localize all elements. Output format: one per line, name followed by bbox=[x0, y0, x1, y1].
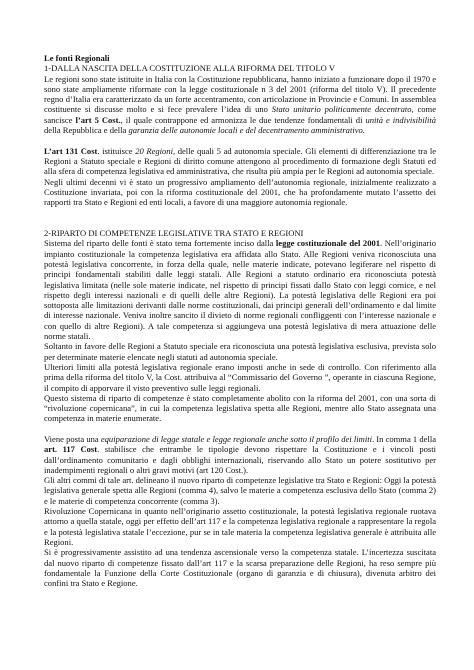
paragraph-spacer bbox=[44, 135, 436, 145]
text-run: . In comma 1 della bbox=[371, 433, 437, 444]
section1-heading: 1-DALLA NASCITA DELLA COSTITUZIONE ALLA RIFORMA DEL TITOLO V bbox=[44, 63, 336, 74]
section1-paragraph-3 bbox=[44, 177, 436, 208]
document-title: Le fonti Regionali bbox=[44, 53, 110, 63]
text-run: . stabilisce che entrambe le tipologie devono rispettare la Costituzione e i vincoli posti dall’ordinamento comunitario e dagli obblighi internazionali, riservando allo Stato un potere sostitutivo per inadempimenti regionali o altri gravi motivi (art 120 Cost.). bbox=[44, 444, 436, 475]
paragraph-spacer bbox=[44, 424, 436, 434]
text-run: , come sancisce bbox=[44, 104, 436, 125]
section2-paragraph-4 bbox=[44, 393, 436, 424]
section2-heading: 2-RIPARTO DI COMPETENZE LEGISLATIVE TRA STATO E REGIONI bbox=[44, 228, 304, 239]
section2-paragraph-3 bbox=[44, 362, 436, 393]
italic-text: Stato unitario politicamente decentrato bbox=[271, 104, 412, 115]
text-run: , delle quali 5 ad autonomia speciale. Gli elementi di differenziazione tra le Regioni a Statuto speciale e Regioni di diritto comune attengono al procedimento di formazione degli Statuti ed alla sfera di competenza legislativa ed amministrativa, che risulta più ampia per le Regioni ad autonomia speciale. bbox=[44, 145, 436, 177]
section2-paragraph-6 bbox=[44, 475, 436, 506]
italic-text: equiparazione di legge statale e legge regionale anche sotto il profilo dei limiti bbox=[100, 433, 372, 444]
bold-text: legge costituzionale del 2001 bbox=[275, 238, 381, 249]
text-run: Rivoluzione Copernicana in quanto nell’originario assetto costituzionale, la potestà legislativa regionale ruotava attorno a quella statale, oggi per effetto dell’art 117 e la competenza legislativa regionale a rappresentare la regola e la potestà legislativa statale l’eccezione, pur se in tale materia la competenza legislativa generale è attribuita alle Regioni. bbox=[44, 506, 436, 547]
section2-paragraph-2 bbox=[44, 341, 436, 362]
section1-paragraph-1 bbox=[44, 74, 436, 136]
bold-text: art. 117 Cost bbox=[44, 444, 98, 455]
text-run: Soltanto in favore delle Regioni a Statuto speciale era riconosciuta una potestà legislativa esclusiva, prevista solo per determinate materie elencate negli statuti ad autonomia speciale. bbox=[44, 341, 436, 362]
text-run: Le regioni sono state istituite in Italia con la Costituzione repubblicana, hanno iniziato a funzionare dopo il 1970 e sono state ampliamente riformate con la legge costituzionale n 3 del 2001 (riforma del titolo V). Il precedente regno d’Italia era caratterizzato da un forte accentramento, con articolazione in Provincie e Comuni. In assemblea costituente si discusse molto e si fece prevalere l’idea di uno bbox=[44, 73, 436, 115]
section2-paragraph-5 bbox=[44, 434, 436, 475]
text-run: Questo sistema di riparto di competenze è stato completamente abolito con la riforma del 2001, con una sorta di “rivoluzione copernicana”, in cui la competenza legislativa spetta alle Regioni, mentre allo Stato assegnata una competenza in materie enumerate. bbox=[44, 392, 436, 424]
bold-text: L’art 131 Cost bbox=[44, 145, 98, 156]
section2-paragraph-7 bbox=[44, 506, 436, 547]
text-run: . Nell’originario impianto costituzionale la competenza legislativa era affidata allo Stato. Alle Regioni veniva riconosciuta una potestà legislativa concorrente, in forza della quale, nelle materie indicate, potevano legiferare nel rispetto di principi fondamentali stabiliti dalle leggi statali. Alle Regioni a statuto ordinario era riconosciuta potestà legislativa limitata (nelle sole materie indicate, nel rispetto di principi fissati dallo Stato con leggi cornice, e nel rispetto degli interessi nazionali e di quelli delle altre Regioni). La potestà legislativa delle Regioni era poi sottoposta alle limitazioni derivanti dalle norme costituzionali, dai principi generali dell’ordinamento e dal limite di interesse nazionale. Veniva inoltre sancito il divieto di norme regionali confliggenti con l’interesse nazionale e con quello di altre Regioni). A tale competenza si aggiungeva una potestà legislativa di mera attuazione delle norme statali. bbox=[44, 238, 436, 342]
text-run: Sistema del riparto delle fonti è stato tema fortemente inciso dalla bbox=[44, 238, 276, 249]
bold-text: l’art 5 Cost. bbox=[75, 114, 121, 125]
text-run: della Repubblica e della bbox=[44, 125, 129, 136]
section1-paragraph-2 bbox=[44, 146, 436, 177]
section2-paragraph-8 bbox=[44, 547, 436, 588]
text-run: Gli altri commi di tale art. delineano il nuovo riparto di competenze legislative tra Stato e Regioni: Oggi la potestà legislativa generale spetta alle Regioni (comma 4), salvo le materie a competenza esclusiva dello Stato (comma 2) e le materie di competenza concorrente (comma 3). bbox=[44, 475, 436, 506]
section2-paragraph-1 bbox=[44, 238, 436, 341]
text-run: . istituisce bbox=[97, 145, 136, 156]
text-run: Negli ultimi decenni vi è stato un progressivo ampliamento dell’autonomia regionale, inizialmente realizzato a Costituzione invariata, poi con la riforma costituzionale del 2001, che ha profondamente mutato l’assetto dei rapporti tra Stato e Regioni ed enti locali, a favore di una maggiore autonomia regionale. bbox=[44, 176, 436, 208]
text-run: , il quale contrappone ed armonizza le due tendenze fondamentali di bbox=[120, 114, 366, 125]
text-run: Ulteriori limiti alla potestà legislativa regionale erano imposti anche in sede di controllo. Con riferimento alla prima della riforma del titolo V, la Cost. attribuiva al “Commissario del Governo ”, operante in ciascuna Regione, il compito di apporvare il visto preventivo sulle leggi regionali. bbox=[44, 361, 436, 393]
italic-text: garanzia delle autonomie locali e del decentramento amministrativo. bbox=[128, 125, 365, 136]
section-spacer bbox=[44, 207, 436, 228]
text-run: Si è progressivamente assistito ad una tendenza ascensionale verso la competenza statale. L’incertezza suscitata dal nuovo riparto di competenze fissato dall’art 117 e la scarsa preparazione delle Regioni, ha reso sempre più fondamentale la Funzione della Corte Costituzionale (organo di garanzia e di chiusura), divenuta arbitro dei confini tra Stato e Regione. bbox=[44, 547, 436, 589]
italic-text: 20 Regioni bbox=[135, 145, 173, 156]
text-run: Viene posta una bbox=[44, 433, 101, 444]
italic-text: unità e indivisibilità bbox=[365, 114, 436, 125]
